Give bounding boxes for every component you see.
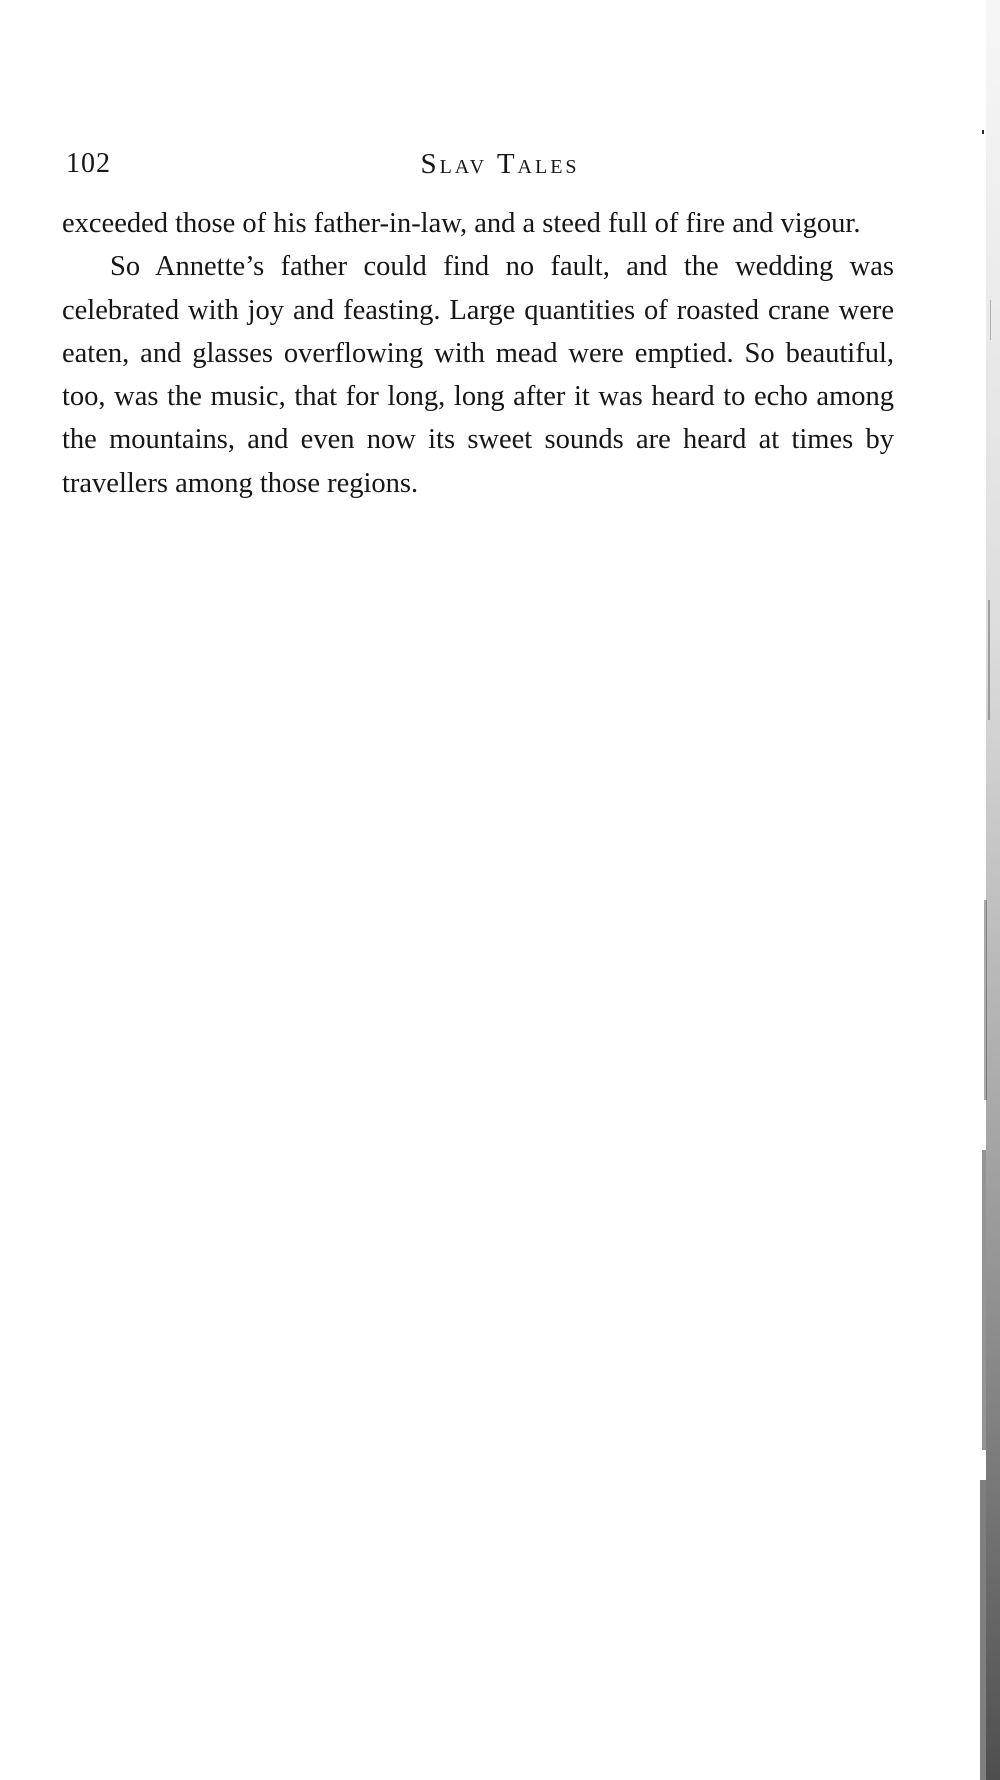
page-edge-shadow — [968, 0, 1000, 1780]
page-number: 102 — [66, 148, 111, 179]
paragraph-continuation: exceeded those of his father-in-law, and a steed full of fire and vigour. — [62, 208, 861, 239]
running-head — [60, 148, 900, 188]
paragraph: So Annette’s father could find no fault, and the wedding was celebrated with joy and feasting. Large quantities of roasted crane were eaten, and glasses overflowing with mead were emptied. So beautiful, too, was the music, that for long, long after it was heard to echo among the mountains, and even now its sweet sounds are heard at times by travellers among those regions. — [62, 251, 894, 499]
running-title: Slav Tales — [420, 148, 580, 180]
body-text — [62, 202, 894, 505]
